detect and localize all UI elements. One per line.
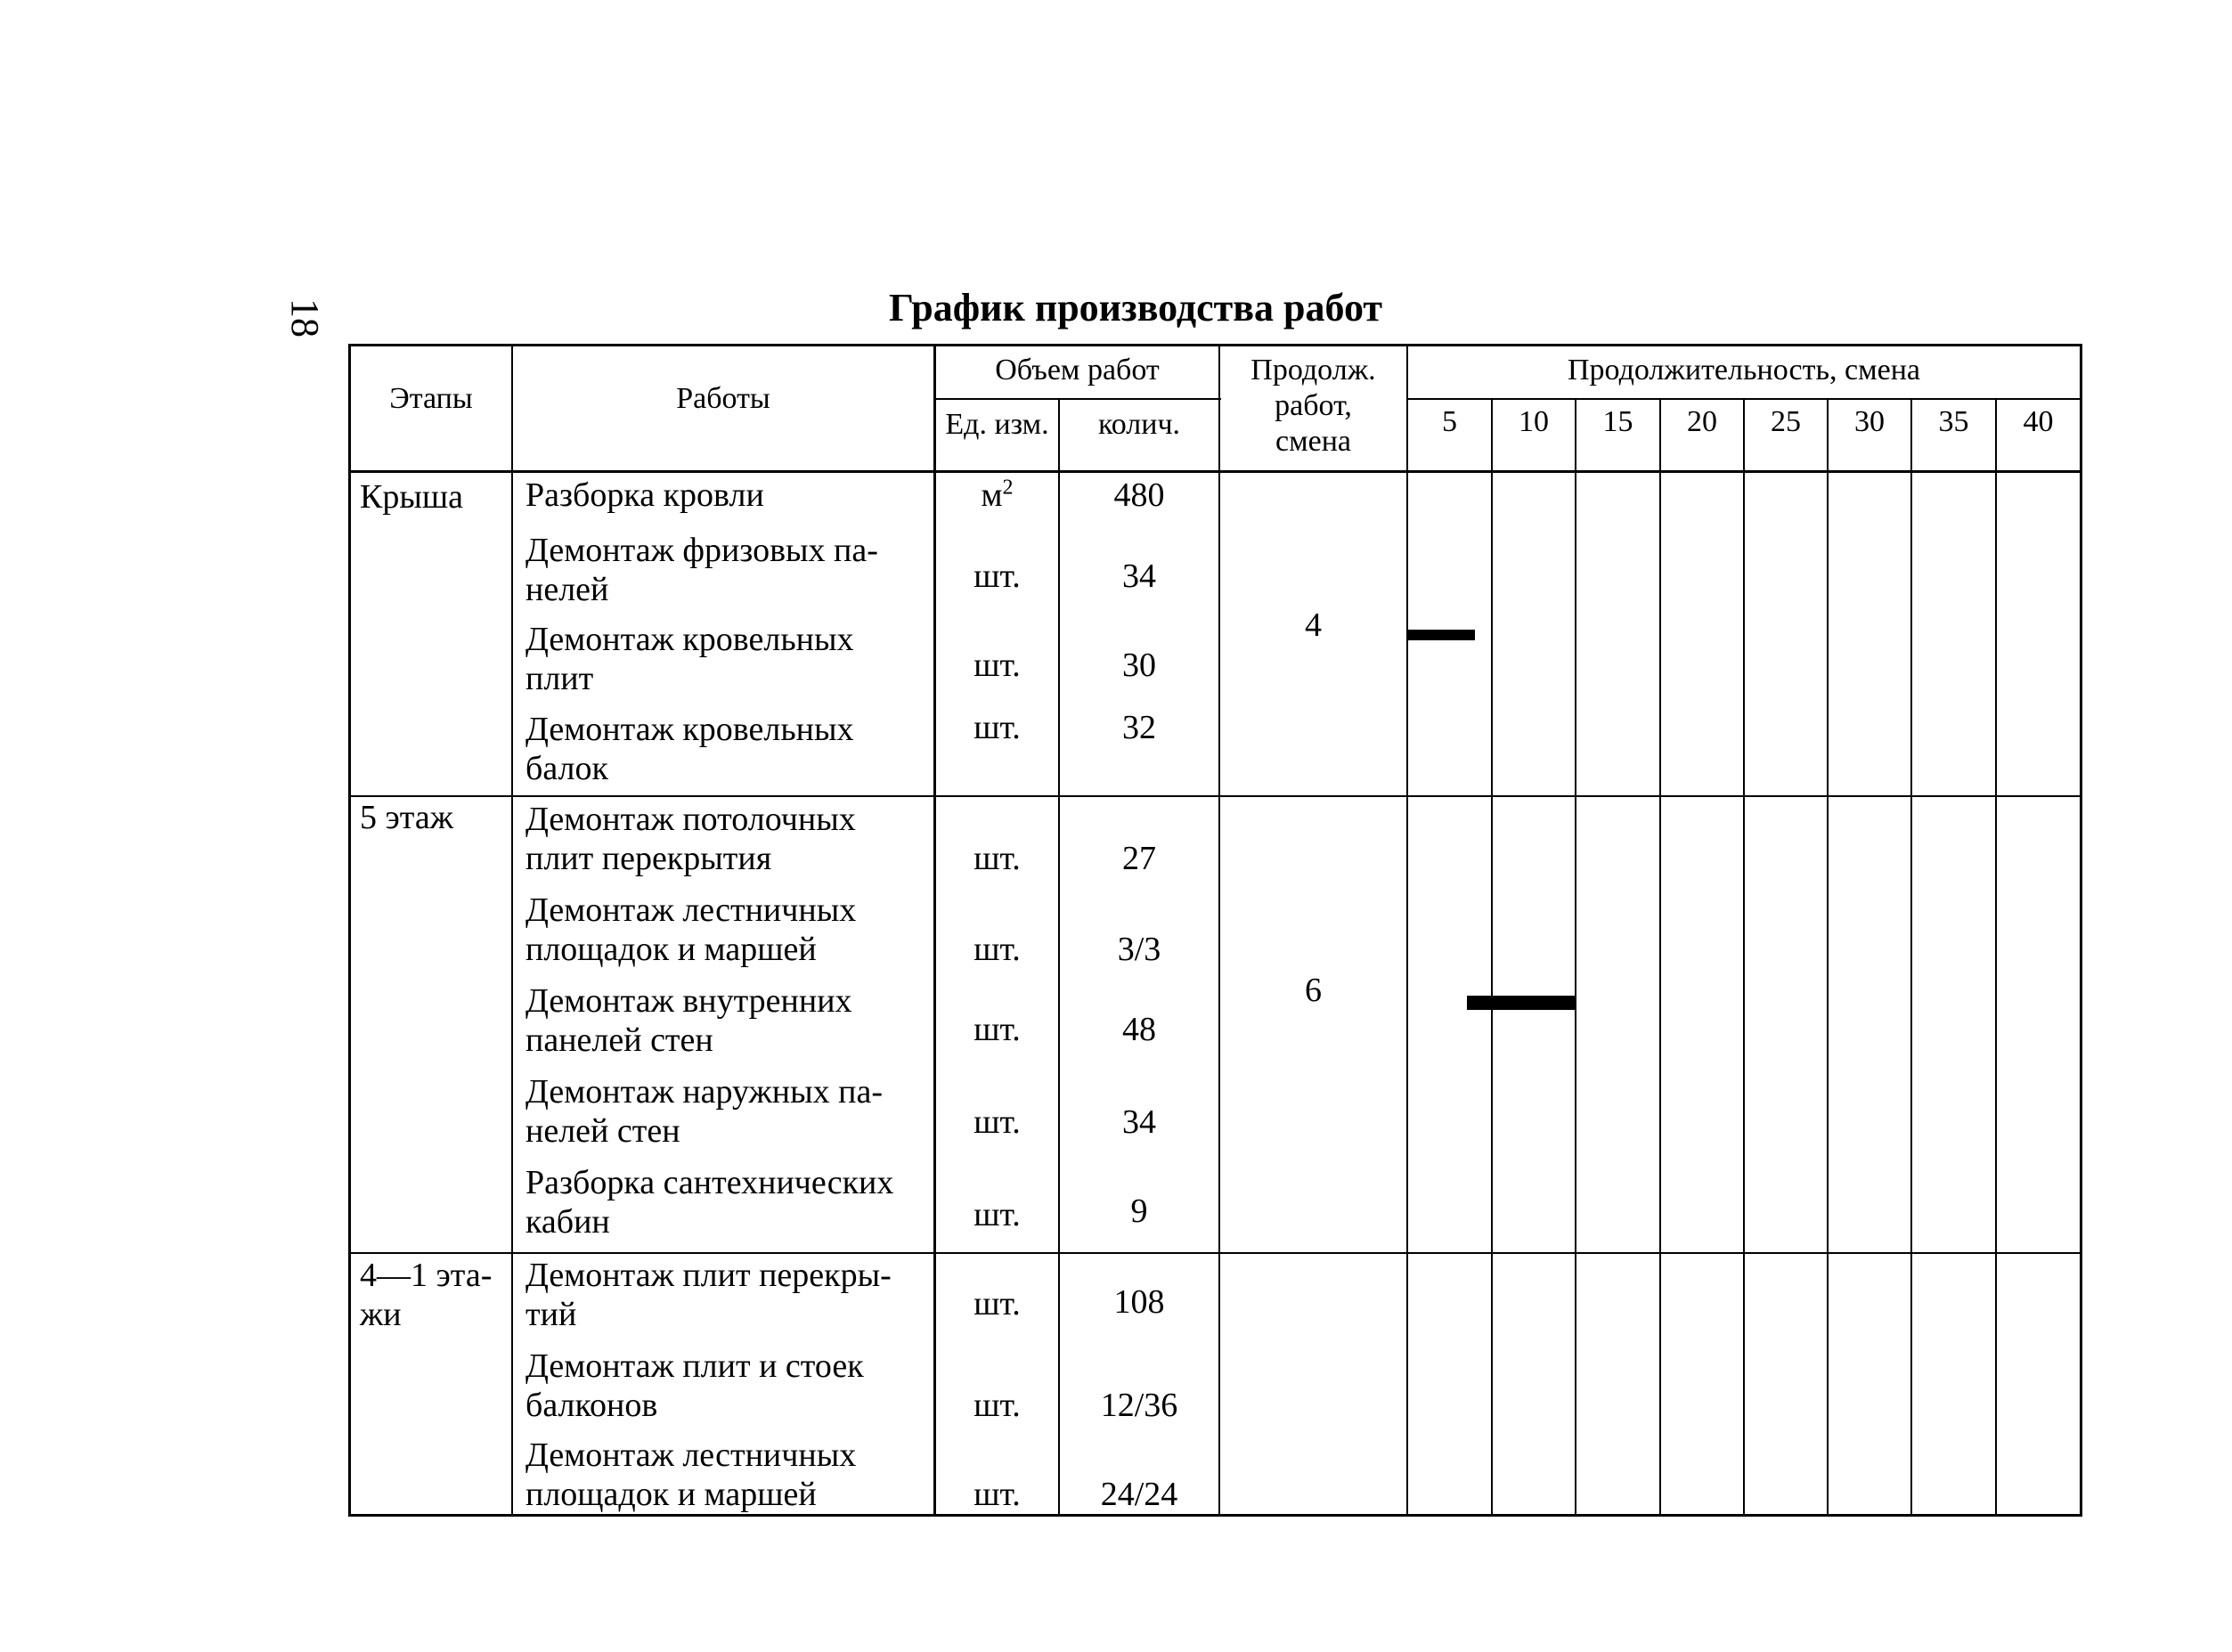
qty-cell: 32 (1122, 709, 1156, 746)
tick-line-30 (1827, 398, 1829, 1517)
work-name: Демонтаж наружных па- (525, 1073, 884, 1111)
unit-cell: шт. (973, 709, 1021, 746)
unit-cell: шт. (973, 1103, 1021, 1141)
qty-cell: 3/3 (1117, 931, 1161, 968)
tick-label: 25 (1771, 405, 1801, 438)
unit-cell: шт. (973, 1387, 1021, 1424)
work-name: Демонтаж плит и стоек (525, 1347, 864, 1385)
table-border-left (348, 344, 351, 1517)
tick-label: 30 (1854, 405, 1885, 438)
schedule-bar-roof (1408, 630, 1475, 640)
header-bottom-border (349, 470, 2082, 473)
table-border-right (2080, 344, 2082, 1517)
qty-cell: 12/36 (1100, 1387, 1178, 1424)
qty-cell: 30 (1122, 647, 1156, 684)
stage-name: 5 этаж (360, 799, 454, 836)
tick-line-20 (1659, 398, 1661, 1517)
table-border-top (349, 344, 2082, 346)
tick-line-25 (1743, 398, 1745, 1517)
work-name-cont: балок (525, 750, 608, 787)
stage-duration: 4 (1305, 606, 1322, 644)
unit-cell: шт. (973, 1285, 1021, 1322)
tick-label: 15 (1602, 405, 1633, 438)
tick-line-15 (1575, 398, 1576, 1517)
header-duration-line3: смена (1275, 425, 1351, 458)
unit-cell (936, 476, 1058, 515)
work-name-cont: кабин (525, 1203, 610, 1241)
header-duration-line1: Продолж. (1250, 354, 1376, 387)
work-name-cont: тий (525, 1296, 577, 1333)
header-volume: Объем работ (995, 354, 1160, 387)
unit-cell: шт. (973, 931, 1021, 968)
stage-name-cont: жи (360, 1296, 402, 1333)
unit-text: м (981, 476, 1003, 514)
work-name: Демонтаж внутренних (525, 982, 852, 1020)
stage-divider-2 (349, 1252, 2082, 1254)
header-works: Работы (676, 382, 770, 415)
stage-name: Крыша (360, 478, 464, 516)
header-stages: Этапы (389, 382, 473, 415)
header-duration-line2: работ, (1275, 389, 1352, 422)
col-divider-timeline (1406, 344, 1408, 1517)
qty-cell: 34 (1122, 557, 1156, 595)
qty-cell: 9 (1130, 1192, 1148, 1230)
work-name-cont: нелей стен (525, 1112, 680, 1150)
stage-divider-1 (349, 795, 2082, 797)
qty-cell: 480 (1113, 476, 1165, 514)
work-name-cont: плит (525, 660, 594, 697)
header-divider-volume (934, 398, 1221, 400)
unit-superscript: 2 (1002, 476, 1014, 500)
qty-cell: 48 (1122, 1011, 1156, 1048)
tick-label: 40 (2023, 405, 2054, 438)
col-divider-works (511, 344, 513, 1517)
header-qty: колич. (1097, 408, 1181, 441)
unit-cell: шт. (973, 840, 1021, 877)
tick-label: 20 (1687, 405, 1717, 438)
tick-label: 5 (1442, 405, 1457, 438)
stage-name: 4—1 эта- (360, 1257, 493, 1294)
tick-line-35 (1910, 398, 1912, 1517)
qty-cell: 34 (1122, 1103, 1156, 1141)
work-name-cont: нелей (525, 571, 609, 608)
work-name: Демонтаж плит перекры- (525, 1257, 892, 1294)
schedule-bar-floor5 (1467, 996, 1576, 1010)
tick-label: 35 (1938, 405, 1969, 438)
qty-cell: 24/24 (1100, 1476, 1178, 1513)
header-divider-timeline (1407, 398, 2082, 400)
work-name-cont: площадок и маршей (525, 1476, 817, 1513)
header-timeline: Продолжительность, смена (1568, 354, 1920, 387)
work-name-cont: балконов (525, 1387, 658, 1424)
col-divider-duration (1218, 344, 1220, 1517)
work-name: Демонтаж кровельных (525, 711, 854, 748)
tick-line-10 (1491, 398, 1493, 1517)
unit-cell: шт. (973, 647, 1021, 684)
work-name: Разборка кровли (525, 476, 764, 514)
unit-cell: шт. (973, 1196, 1021, 1233)
unit-cell: шт. (973, 1476, 1021, 1513)
header-unit: Ед. изм. (945, 408, 1049, 441)
unit-cell: шт. (973, 1011, 1021, 1048)
work-name: Демонтаж фризовых па- (525, 532, 878, 569)
work-name-cont: панелей стен (525, 1021, 713, 1059)
page-number: 18 (283, 298, 327, 338)
qty-cell: 27 (1122, 840, 1156, 877)
tick-line-40 (1995, 398, 1997, 1517)
tick-label: 10 (1519, 405, 1549, 438)
work-name: Демонтаж кровельных (525, 621, 854, 658)
work-name: Демонтаж потолочных (525, 801, 856, 838)
qty-cell: 108 (1113, 1283, 1165, 1321)
unit-cell: шт. (973, 557, 1021, 595)
work-name-cont: площадок и маршей (525, 931, 817, 968)
work-name-cont: плит перекрытия (525, 840, 772, 877)
table-border-bottom (349, 1514, 2082, 1517)
work-name: Демонтаж лестничных (525, 1436, 857, 1474)
stage-duration: 6 (1305, 972, 1322, 1009)
page-title: График производства работ (889, 286, 1382, 330)
work-name: Разборка сантехнических (525, 1164, 894, 1201)
work-name: Демонтаж лестничных (525, 891, 857, 929)
